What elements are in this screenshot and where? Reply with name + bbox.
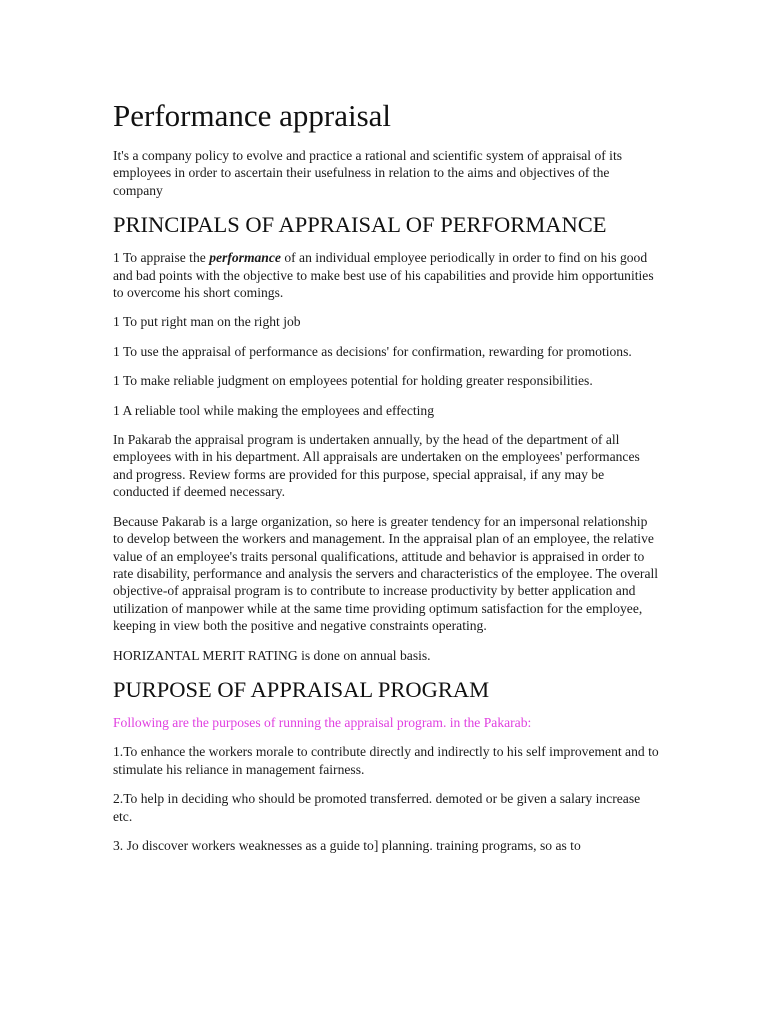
principals-heading: PRINCIPALS OF APPRAISAL OF PERFORMANCE <box>113 212 607 238</box>
principal-item-1-rest: of an individual employee periodically in order to find on his good and bad points with the objective to make best use of his capabilities and provide him opportunities to overcome his short comings. <box>113 250 654 301</box>
principal-item-4: 1 To make reliable judgment on employees potential for holding greater responsibilities. <box>113 373 593 389</box>
principal-item-1-lead: 1 To appraise the <box>113 250 210 266</box>
document-title: Performance appraisal <box>113 98 392 133</box>
principal-item-1 <box>113 249 660 301</box>
intro-paragraph: It's a company policy to evolve and practice a rational and scientific system of appraisal of its employees in order to ascertain their usefulness in relation to the aims and objectives of the company <box>113 148 623 198</box>
merit-rating-paragraph: HORIZANTAL MERIT RATING is done on annual basis. <box>113 647 431 663</box>
purpose-item-2: 2.To help in deciding who should be promoted transferred. demoted or be given a salary increase etc. <box>113 791 641 824</box>
purpose-item-3: 3. Jo discover workers weaknesses as a guide to] planning. training programs, so as to <box>113 837 581 853</box>
organization-paragraph: Because Pakarab is a large organization, so here is greater tendency for an impersonal relationship to develop between the workers and management. In the appraisal plan of an employee, the relative value of an employee's traits personal qualifications, attitude and behavior is appraised in order to rate disability, performance and analysis the servers and characteristics of the employee. The overall objective-of appraisal program is to contribute to increase productivity by better application and utilization of manpower while at the same time providing optimum satisfaction for the employee, keeping in view both the positive and negative constraints operating. <box>113 513 659 634</box>
purpose-heading: PURPOSE OF APPRAISAL PROGRAM <box>113 676 490 702</box>
principal-item-3: 1 To use the appraisal of performance as decisions' for confirmation, rewarding for promotions. <box>113 343 632 359</box>
performance-emphasis: performance <box>209 250 281 266</box>
pakarab-annual-paragraph: In Pakarab the appraisal program is undertaken annually, by the head of the department of all employees with in his department. All appraisals are undertaken on the employees' performances and progress. Review forms are provided for this purpose, special appraisal, if any may be conducted if deemed necessary. <box>113 432 640 500</box>
principal-item-2: 1 To put right man on the right job <box>113 314 301 330</box>
purpose-lead: Following are the purposes of running the appraisal program. in the Pakarab: <box>113 714 532 730</box>
principal-item-5: 1 A reliable tool while making the employees and effecting <box>113 402 434 418</box>
purpose-item-1: 1.To enhance the workers morale to contribute directly and indirectly to his self improvement and to stimulate his reliance in management fairness. <box>113 744 659 777</box>
